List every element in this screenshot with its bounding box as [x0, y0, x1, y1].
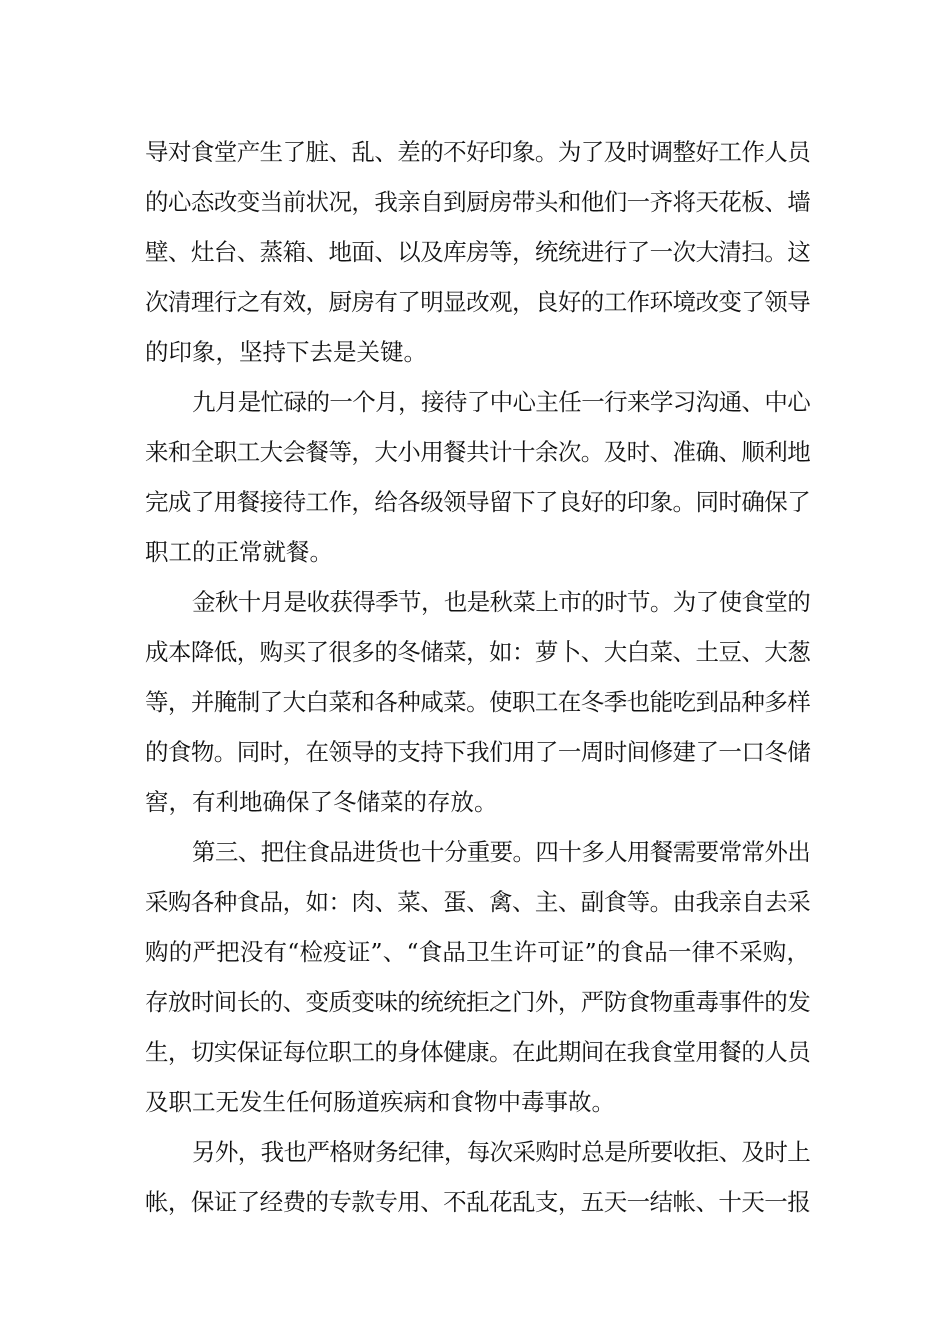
paragraph: [145, 827, 810, 1127]
text-line: 及职工无发生任何肠道疾病和食物中毒事故。: [145, 1088, 615, 1116]
text-line: 壁、灶台、蒸箱、地面、以及库房等，统统进行了一次大清扫。这: [145, 238, 810, 266]
text-line: 的印象，坚持下去是关键。: [145, 338, 427, 366]
text-line: 第三、把住食品进货也十分重要。四十多人用餐需要常常外出: [192, 838, 810, 866]
paragraph: [145, 577, 810, 827]
text-line: 次清理行之有效，厨房有了明显改观，良好的工作环境改变了领导: [145, 288, 810, 316]
text-line: 生，切实保证每位职工的身体健康。在此期间在我食堂用餐的人员: [145, 1038, 810, 1066]
text-line: 的食物。同时，在领导的支持下我们用了一周时间修建了一口冬储: [145, 738, 810, 766]
text-line: 职工的正常就餐。: [145, 538, 333, 566]
paragraph: [145, 127, 810, 377]
text-line: 采购各种食品，如：肉、菜、蛋、禽、主、副食等。由我亲自去采: [145, 888, 810, 916]
text-line: 导对食堂产生了脏、乱、差的不好印象。为了及时调整好工作人员: [145, 138, 810, 166]
text-line: 金秋十月是收获得季节，也是秋菜上市的时节。为了使食堂的: [192, 588, 810, 616]
text-line: 帐，保证了经费的专款专用、不乱花乱支，五天一结帐、十天一报: [145, 1188, 810, 1216]
text-line: 来和全职工大会餐等，大小用餐共计十余次。及时、准确、顺利地: [145, 438, 810, 466]
text-line: 的心态改变当前状况，我亲自到厨房带头和他们一齐将天花板、墙: [145, 188, 810, 216]
text-line: 购的严把没有“检疫证”、“食品卫生许可证”的食品一律不采购，: [145, 938, 810, 966]
text-line: 九月是忙碌的一个月，接待了中心主任一行来学习沟通、中心: [192, 388, 810, 416]
paragraph: [145, 1127, 810, 1227]
text-line: 窖，有利地确保了冬储菜的存放。: [145, 788, 498, 816]
text-line: 等，并腌制了大白菜和各种咸菜。使职工在冬季也能吃到品种多样: [145, 688, 810, 716]
document-body: [145, 127, 810, 1227]
text-line: 存放时间长的、变质变味的统统拒之门外，严防食物重毒事件的发: [145, 988, 810, 1016]
text-line: 另外，我也严格财务纪律，每次采购时总是所要收拒、及时上: [192, 1138, 810, 1166]
text-line: 成本降低，购买了很多的冬储菜，如：萝卜、大白菜、土豆、大葱: [145, 638, 810, 666]
text-line: 完成了用餐接待工作，给各级领导留下了良好的印象。同时确保了: [145, 488, 810, 516]
paragraph: [145, 377, 810, 577]
